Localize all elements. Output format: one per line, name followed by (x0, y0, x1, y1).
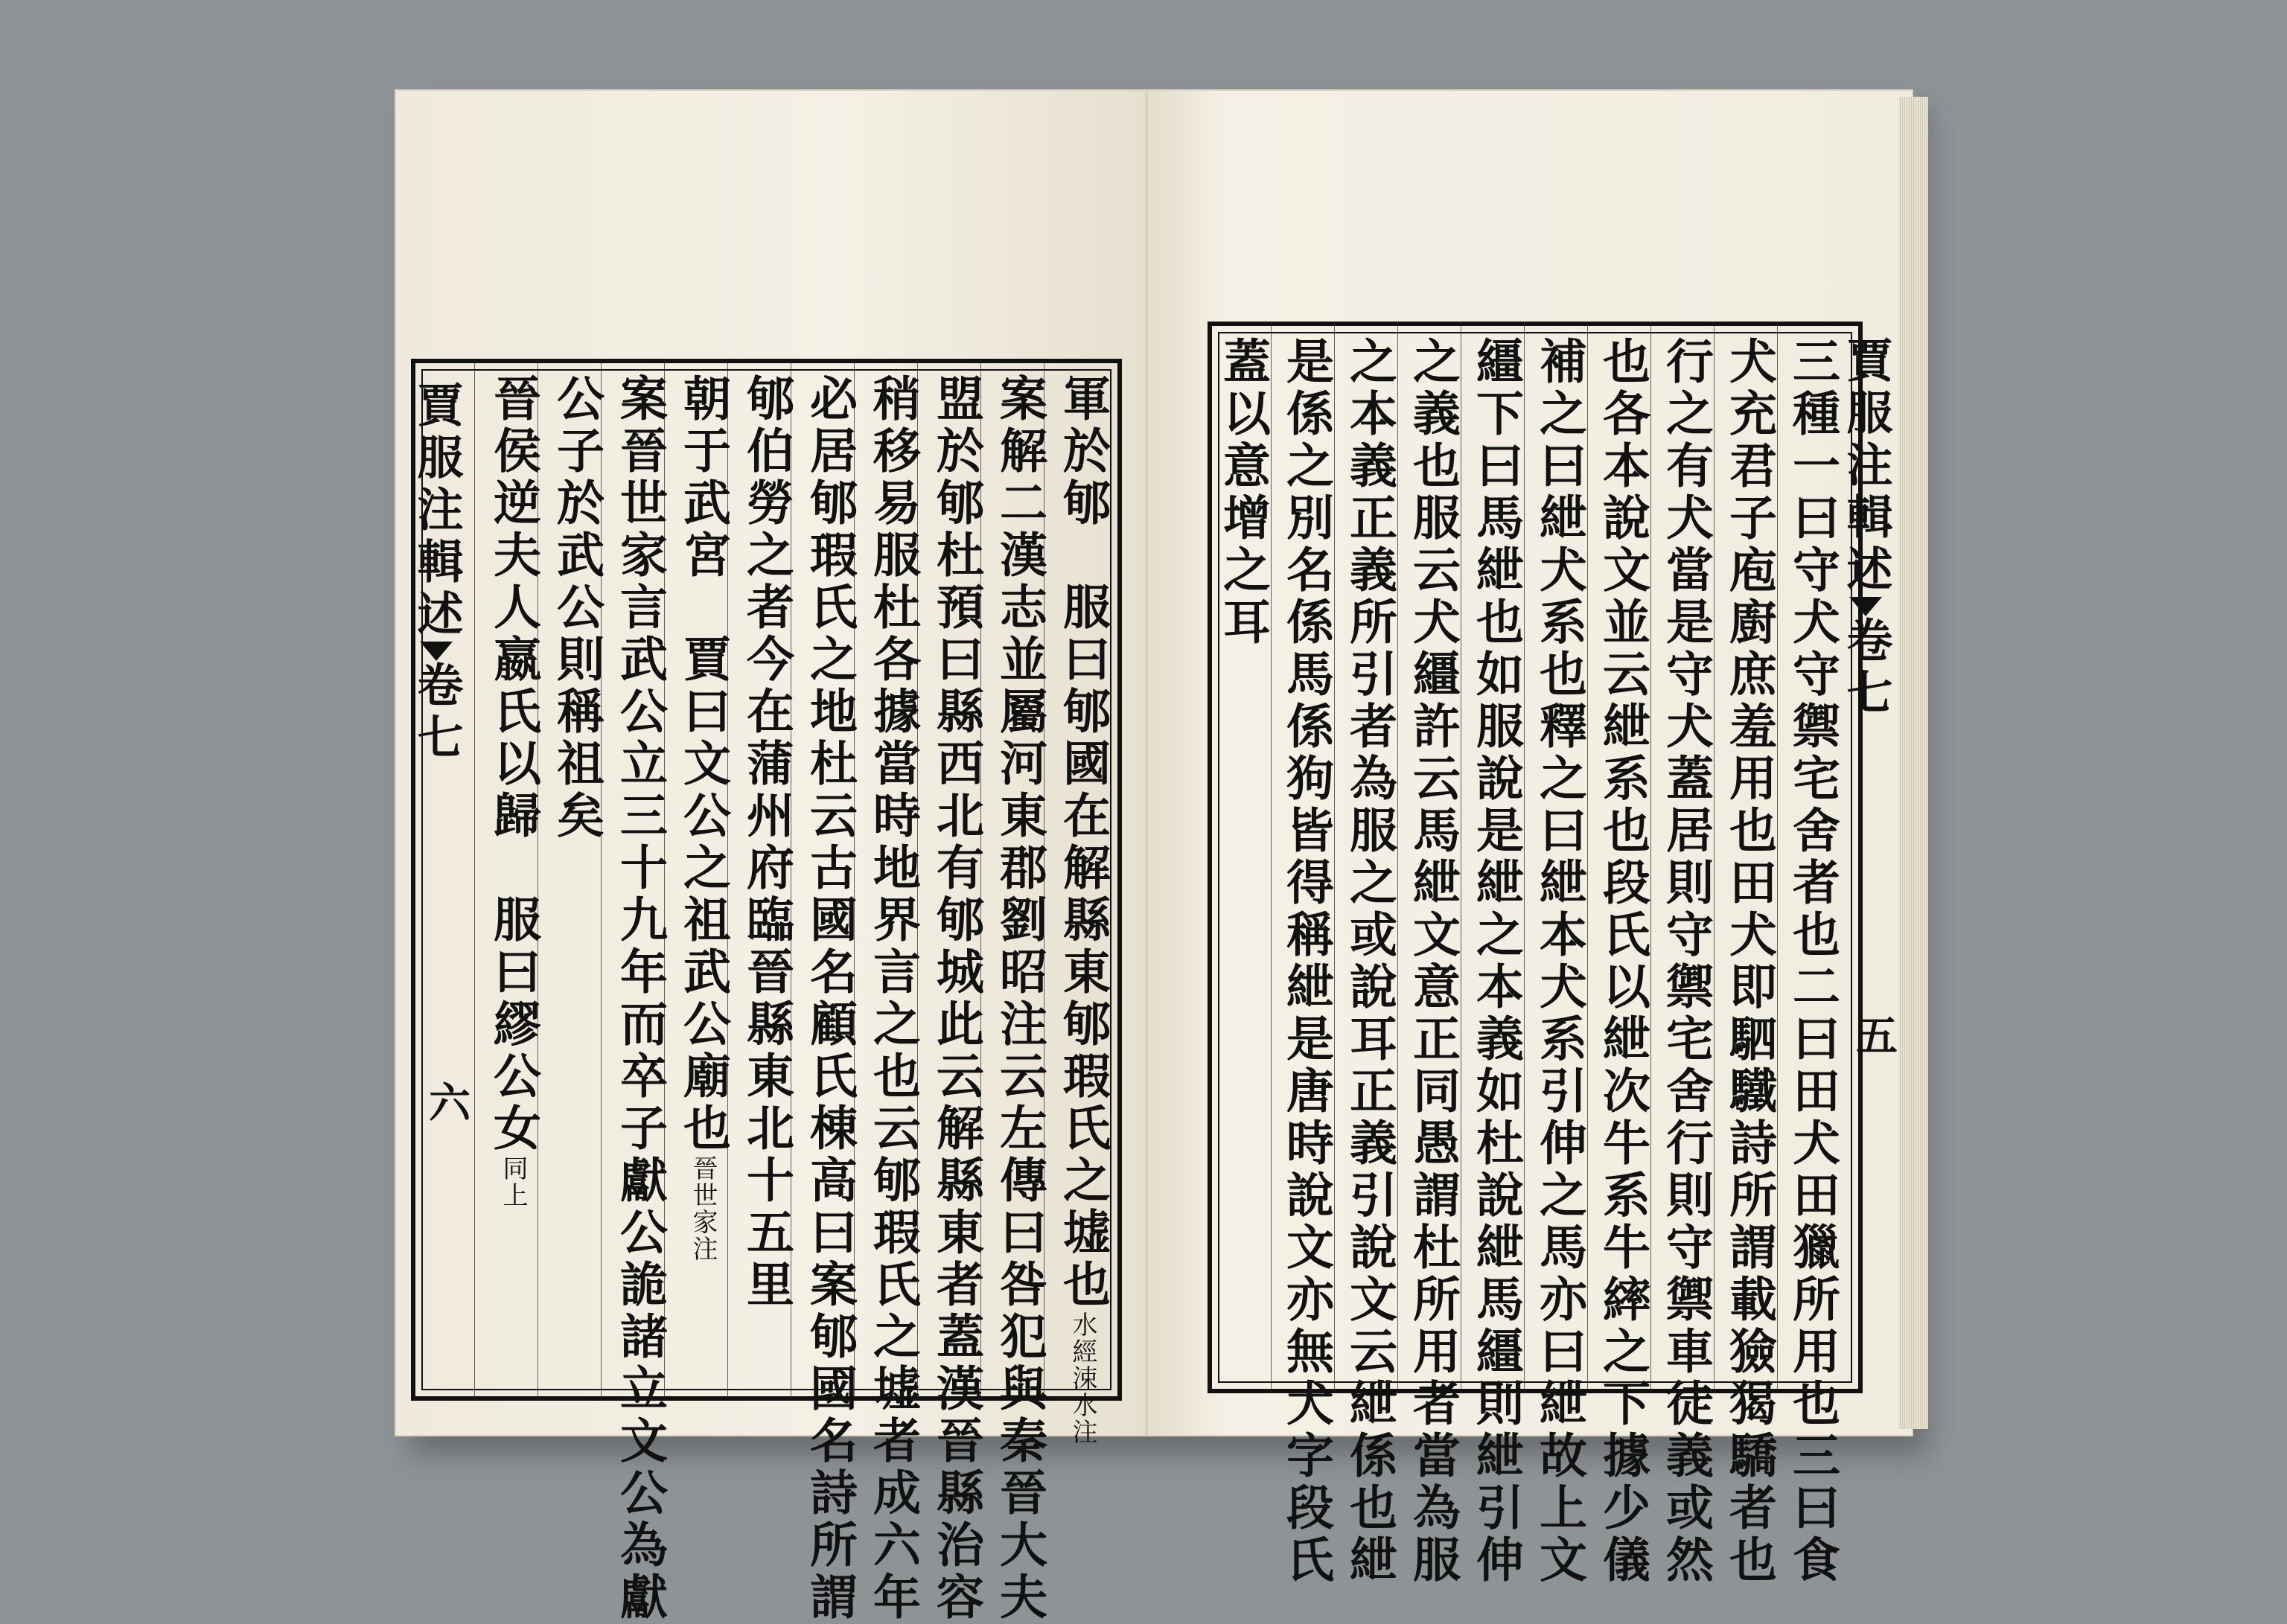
left-col-4-text: 稍移易服杜各據當時地界言之也云郇瑕氏之墟者成六年 (865, 374, 921, 1624)
left-col-1 (1051, 374, 1114, 1445)
left-col-9-text: 公子於武公則稱祖矣 (549, 374, 605, 843)
left-col-10-text: 晉侯逆夫人嬴氏以歸 服曰繆公女 (485, 374, 541, 1155)
right-volume-text: 卷七 (1839, 616, 1893, 720)
right-title-text: 賈服注輯述 (1839, 336, 1893, 597)
left-col-8 (608, 374, 671, 1624)
left-col-7-note: 晉世家注 (688, 1155, 718, 1262)
left-col-2-text: 案解二漢志並屬河東郡劉昭注云左傳曰咎犯與秦晉大夫 (992, 374, 1047, 1624)
left-col-6 (735, 374, 797, 1311)
left-col-7-text: 朝于武宮 賈曰文公之祖武公廟也 (675, 374, 731, 1155)
left-col-1-note: 水經涑水注 (1068, 1311, 1097, 1445)
left-col-9 (545, 374, 607, 843)
left-col-5-text: 必居郇瑕氏之地杜云古國名顧氏棟高曰案郇國名詩所謂 (802, 374, 858, 1624)
right-col-6 (1464, 336, 1527, 1587)
open-book (395, 89, 1913, 1624)
right-col-7 (1401, 336, 1464, 1587)
right-col-10-text: 蓋以意增之耳 (1215, 336, 1271, 649)
left-page (395, 89, 1146, 1624)
right-col-2 (1717, 336, 1780, 1587)
left-volume-text: 卷七 (409, 661, 464, 765)
right-col-8 (1338, 336, 1400, 1587)
right-folio: 五 (1849, 1014, 1898, 1055)
left-col-7 (672, 374, 734, 1262)
left-col-3-text: 盟於郇杜預曰縣西北有郇城此云解縣東者蓋漢晉縣治容 (928, 374, 984, 1624)
page-block-edge (1898, 97, 1928, 1429)
left-folio: 六 (422, 1081, 471, 1122)
right-col-10 (1211, 336, 1274, 649)
right-col-7-text: 之義也服云犬繮許云馬紲文意正同愚謂杜所用者當為服 (1405, 336, 1461, 1587)
right-col-9-text: 是係之別名係馬係狗皆得稱紲是唐時說文亦無犬字段氏 (1278, 336, 1334, 1587)
right-col-4 (1591, 336, 1653, 1587)
left-col-2 (988, 374, 1050, 1624)
right-col-4-text: 也各本說文並云紲系也段氏以紲次牛系牛繂之下據少儀 (1595, 336, 1650, 1587)
left-col-4 (861, 374, 924, 1624)
right-col-6-text: 繮下曰馬紲也如服說是紲之本義如杜說紲馬繮則紲引伸 (1468, 336, 1524, 1587)
left-col-10-note: 同上 (498, 1155, 528, 1209)
right-col-1-text: 三種一曰守犬守禦宅舍者也二曰田犬田獵所用也三曰食 (1784, 336, 1840, 1587)
right-page (1146, 89, 1913, 1587)
left-title-text: 賈服注輯述 (409, 381, 464, 642)
right-col-3-text: 行之有犬當是守犬蓋居則守禦宅舍行則守禦車徒義或然 (1658, 336, 1714, 1587)
right-col-9 (1275, 336, 1337, 1587)
left-col-5 (798, 374, 861, 1624)
left-col-3 (925, 374, 987, 1624)
right-col-8-text: 之本義正義所引者為服之或說耳正義引說文云紲係也紲 (1342, 336, 1397, 1587)
left-col-6-text: 郇伯勞之者今在蒲州府臨晉縣東北十五里 (739, 374, 794, 1311)
left-col-10 (482, 374, 544, 1209)
right-col-5 (1528, 336, 1590, 1587)
left-col-8-text: 案晉世家言武公立三十九年而卒子獻公詭諸立文公為獻 (612, 374, 668, 1624)
right-col-2-text: 犬充君子庖廚庶羞用也田犬即駟驖詩所謂載獫猲驕者也 (1721, 336, 1777, 1587)
right-col-3 (1654, 336, 1717, 1587)
left-col-1-text: 軍於郇 服曰郇國在解縣東郇瑕氏之墟也 (1055, 374, 1111, 1311)
right-col-1 (1781, 336, 1843, 1587)
right-col-5-text: 補之曰紲犬系也釋之曰紲本犬系引伸之馬亦曰紲故上文 (1531, 336, 1587, 1587)
